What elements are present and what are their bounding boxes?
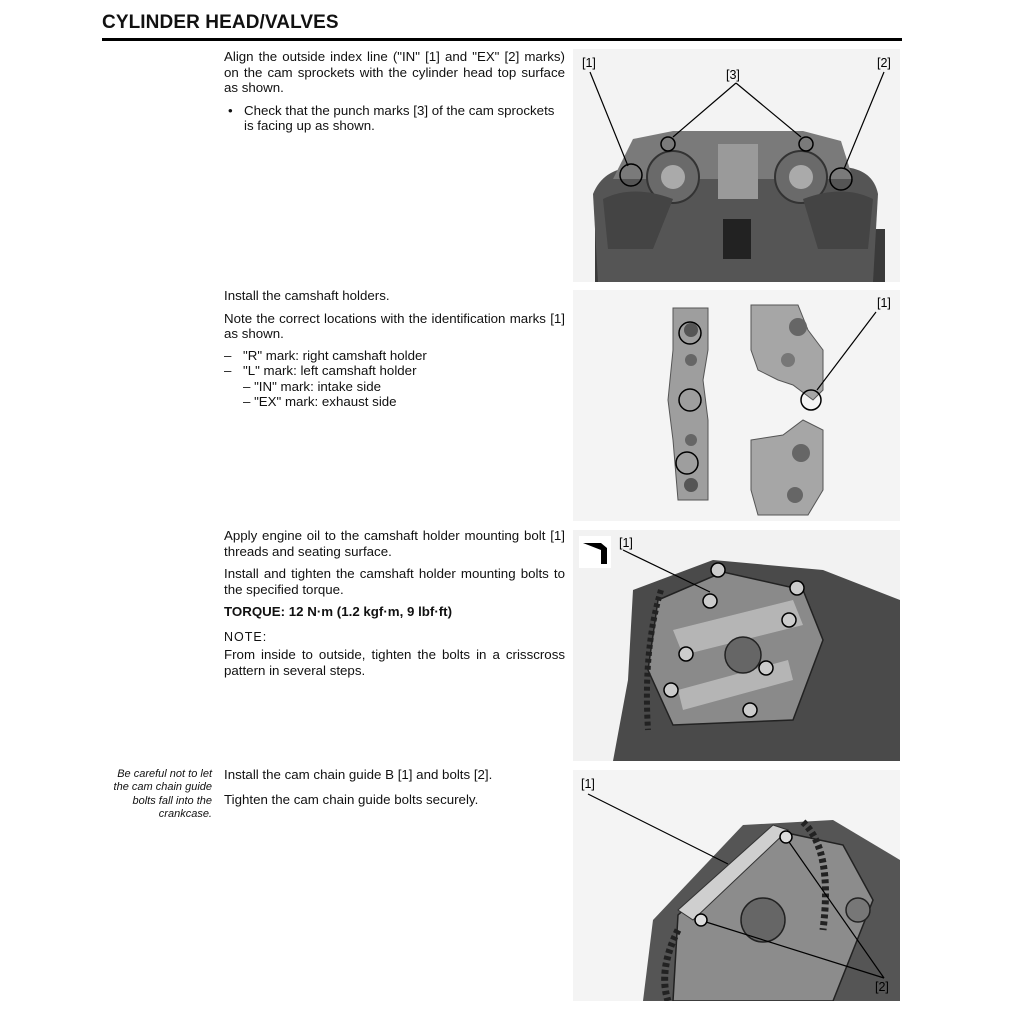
dash-marker: – <box>224 363 232 378</box>
figure-holder-bolts <box>573 530 900 761</box>
figure-cam-chain-guide <box>573 770 900 1001</box>
sub-list-item <box>224 379 565 395</box>
torque-spec: TORQUE: 12 N·m (1.2 kgf·m, 9 lbf·ft) <box>224 604 453 619</box>
step2-instruction-1: Install the camshaft holders. <box>224 288 390 303</box>
step3-text-block <box>224 528 565 685</box>
cam-sprockets-illustration <box>573 49 900 282</box>
dash-marker: – <box>224 347 232 363</box>
bullet-marker: • <box>228 102 233 118</box>
figure-cam-sprockets <box>573 49 900 282</box>
fig2-label-1: [1] <box>877 296 891 310</box>
step3-instruction-1: Apply engine oil to the camshaft holder mounting bolt [1] threads and seating surface. <box>224 528 565 559</box>
list-item <box>224 348 565 364</box>
list-item <box>224 363 565 379</box>
step1-text-block <box>224 49 565 134</box>
list-item-text: "R" mark: right camshaft holder <box>243 347 427 363</box>
fig1-label-3: [3] <box>726 68 740 82</box>
step1-bullet <box>224 103 565 134</box>
step4-text-block <box>224 767 565 814</box>
list-item-text: "L" mark: left camshaft holder <box>243 363 417 378</box>
fig1-label-2: [2] <box>877 56 891 70</box>
step1-bullet-text: Check that the punch marks [3] of the cam sprockets is facing up as shown. <box>244 102 555 133</box>
step2-instruction-2: Note the correct locations with the identification marks [1] as shown. <box>224 310 565 341</box>
page-title: CYLINDER HEAD/VALVES <box>102 12 339 33</box>
camshaft-holders-illustration <box>573 290 900 521</box>
fig3-label-1: [1] <box>619 536 633 550</box>
fig4-label-1: [1] <box>581 777 595 791</box>
note-text: From inside to outside, tighten the bolts in a crisscross pattern in several steps. <box>224 647 565 678</box>
step3-instruction-2: Install and tighten the camshaft holder mounting bolts to the specified torque. <box>224 566 565 597</box>
sub-list-item-text: – "IN" mark: intake side <box>243 378 382 394</box>
step4-instruction-1: Install the cam chain guide B [1] and bolts [2]. <box>224 767 493 782</box>
title-rule <box>102 38 902 41</box>
step2-text-block <box>224 288 565 410</box>
fig1-label-1: [1] <box>582 56 596 70</box>
sub-list-item <box>224 394 565 410</box>
note-heading: NOTE: <box>224 629 268 644</box>
side-caution-note: Be careful not to let the cam chain guide bolts fall into the crankcase. <box>113 768 212 820</box>
step4-instruction-2: Tighten the cam chain guide bolts securely. <box>224 791 479 807</box>
sub-list-item-text: – "EX" mark: exhaust side <box>243 394 397 409</box>
holder-bolts-illustration <box>573 530 900 761</box>
figure-camshaft-holders <box>573 290 900 521</box>
cam-chain-guide-illustration <box>573 770 900 1001</box>
step1-instruction: Align the outside index line ("IN" [1] and "EX" [2] marks) on the cam sprockets with the cylinder head top surface as shown. <box>224 49 565 95</box>
fig4-label-2: [2] <box>875 980 889 994</box>
